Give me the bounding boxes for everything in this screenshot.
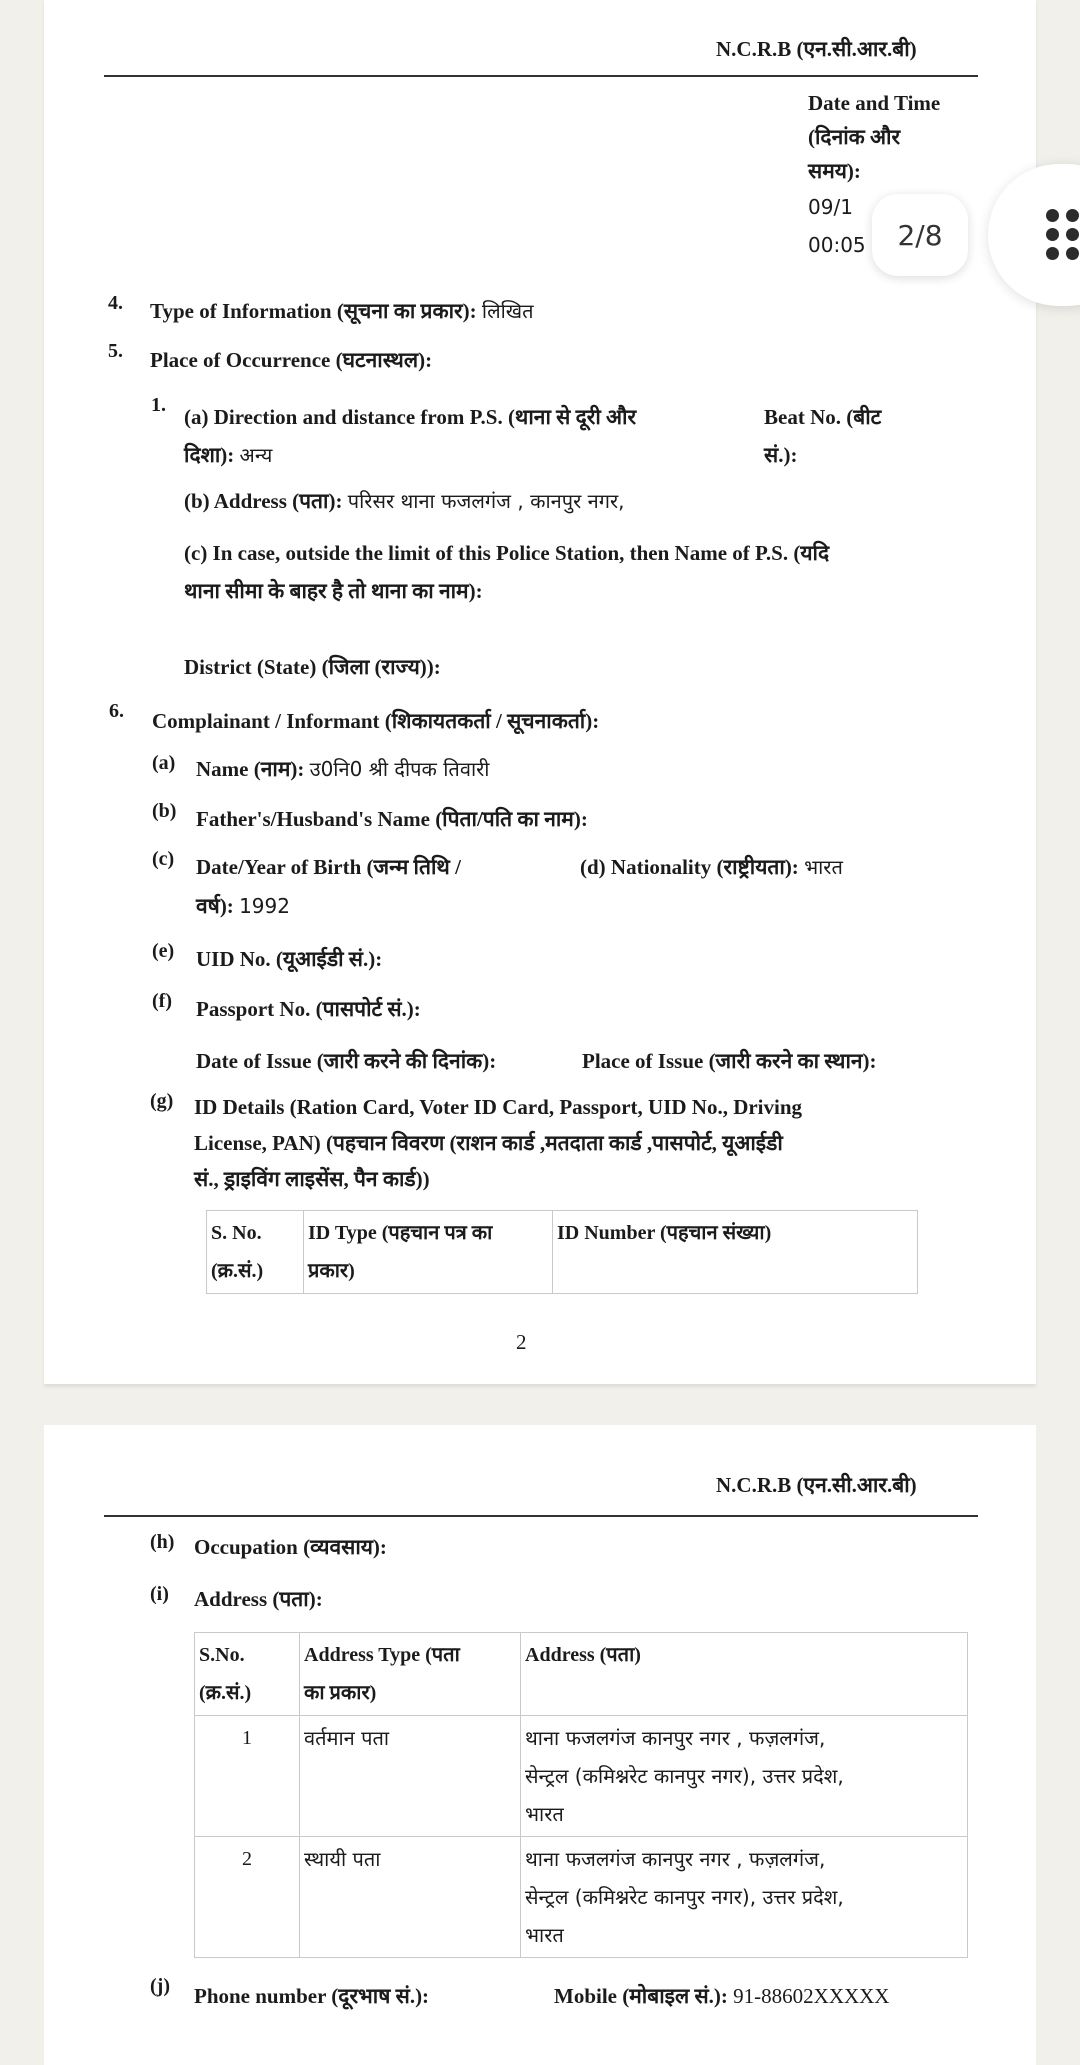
header-text: S.No.: [199, 1644, 245, 1666]
section-number: 6.: [109, 700, 124, 722]
table-header-cell: [300, 1633, 521, 1716]
time-value: 00:05: [808, 233, 866, 257]
passport-label: Passport No. (पासपोर्ट सं.):: [196, 997, 421, 1021]
direction-distance: [184, 436, 272, 474]
nationality: [580, 848, 843, 886]
mobile-value: 91-88602XXXXX: [733, 1984, 890, 2008]
name-label: Name (नाम):: [196, 757, 305, 781]
district-label: District (State) (जिला (राज्य)):: [184, 655, 441, 679]
nationality-label: (d) Nationality (राष्ट्रीयता):: [580, 855, 799, 879]
header-text: S. No.: [211, 1222, 262, 1244]
sno-cell: 1: [195, 1716, 300, 1837]
issue-date-label: Date of Issue (जारी करने की दिनांक):: [196, 1049, 497, 1073]
dob-label-cont: वर्ष):: [196, 894, 234, 918]
address-type-cell: वर्तमान पता: [300, 1716, 521, 1837]
address-cell: [521, 1716, 968, 1837]
direction-distance-label: (a) Direction and distance from P.S. (थाना से दूरी और: [184, 405, 637, 429]
id-details-label: ID Details (Ration Card, Voter ID Card, Passport, UID No., Driving: [194, 1095, 803, 1119]
header-text: Address (पता): [525, 1644, 641, 1666]
item-number: 1.: [151, 394, 166, 416]
header-rule: [104, 1515, 978, 1517]
item-tag: (c): [152, 848, 175, 870]
nationality-value: भारत: [804, 855, 843, 879]
outside-limit-label-cont: थाना सीमा के बाहर है तो थाना का नाम):: [184, 579, 483, 603]
table-header-row: [195, 1633, 968, 1716]
type-of-information-value: लिखित: [481, 299, 534, 323]
dob-label: Date/Year of Birth (जन्म तिथि /: [196, 855, 461, 879]
header-text: Address Type (पता: [304, 1644, 460, 1666]
table-header-cell: [521, 1633, 968, 1716]
document-page-3: [44, 1425, 1036, 2065]
page-indicator-text: 2/8: [897, 218, 943, 252]
mobile-label: Mobile (मोबाइल सं.):: [554, 1984, 728, 2008]
occupation-label: Occupation (व्यवसाय):: [194, 1535, 387, 1559]
item-tag: (i): [150, 1583, 169, 1605]
place-of-occurrence-label: Place of Occurrence (घटनास्थल):: [150, 348, 433, 372]
address-type-cell: स्थायी पता: [300, 1837, 521, 1958]
issue-place-label: Place of Issue (जारी करने का स्थान):: [582, 1049, 877, 1073]
direction-value: अन्य: [239, 443, 273, 467]
uid-label: UID No. (यूआईडी सं.):: [196, 947, 383, 971]
grip-dots-icon: [1046, 209, 1080, 259]
address-value: परिसर थाना फजलगंज , कानपुर नगर,: [347, 489, 625, 513]
type-of-information: [150, 292, 534, 330]
item-tag: (e): [152, 940, 175, 962]
item-tag: (b): [152, 800, 177, 822]
table-row: [195, 1716, 968, 1837]
address-line: थाना फजलगंज कानपुर नगर , फज़लगंज,: [525, 1847, 826, 1871]
direction-label-cont: दिशा):: [184, 443, 235, 467]
dob-value: 1992: [239, 894, 290, 918]
ncrb-header: N.C.R.B (एन.सी.आर.बी): [716, 1473, 917, 1497]
id-details-label-cont: License, PAN) (पहचान विवरण (राशन कार्ड ,मतदाता कार्ड ,पासपोर्ट, यूआईडी: [194, 1131, 783, 1155]
table-header-cell: [553, 1211, 918, 1294]
mobile: [554, 1977, 889, 2015]
name-value: उ0नि0 श्री दीपक तिवारी: [309, 757, 490, 781]
type-of-information-label: Type of Information (सूचना का प्रकार):: [150, 299, 477, 323]
complainant-label: Complainant / Informant (शिकायतकर्ता / सूचनाकर्ता):: [152, 709, 600, 733]
address-table: [194, 1632, 968, 1958]
address-label: (b) Address (पता):: [184, 489, 343, 513]
item-tag: (g): [150, 1090, 174, 1112]
occurrence-address: [184, 482, 625, 520]
phone-label: Phone number (दूरभाष सं.):: [194, 1984, 430, 2008]
item-tag: (j): [150, 1975, 170, 1997]
item-tag: (a): [152, 752, 176, 774]
table-header-cell: [304, 1211, 553, 1294]
address-line: थाना फजलगंज कानपुर नगर , फज़लगंज,: [525, 1726, 826, 1750]
header-text: ID Type (पहचान पत्र का: [308, 1222, 493, 1244]
date-time-label: Date and Time: [808, 91, 941, 115]
section-number: 5.: [108, 340, 123, 362]
id-details-label-cont-2: सं., ड्राइविंग लाइसेंस, पैन कार्ड)): [194, 1167, 430, 1191]
table-row: [195, 1837, 968, 1958]
dob: [196, 887, 290, 925]
father-name-label: Father's/Husband's Name (पिता/पति का नाम):: [196, 807, 588, 831]
beat-no-label: Beat No. (बीट: [764, 405, 882, 429]
table-header-row: [207, 1211, 918, 1294]
beat-no-label-cont: सं.):: [764, 443, 798, 467]
ncrb-header: N.C.R.B (एन.सी.आर.बी): [716, 37, 917, 61]
address-cell: [521, 1837, 968, 1958]
header-text: प्रकार): [308, 1260, 355, 1282]
date-time-label-hindi: (दिनांक और: [808, 125, 901, 149]
address-line: भारत: [525, 1923, 564, 1947]
address-line: सेन्ट्रल (कमिश्नरेट कानपुर नगर), उत्तर प्रदेश,: [525, 1764, 844, 1788]
header-text: (क्र.सं.): [199, 1682, 252, 1704]
address-label: Address (पता):: [194, 1587, 323, 1611]
header-text: ID Number (पहचान संख्या): [557, 1222, 772, 1244]
address-line: सेन्ट्रल (कमिश्नरेट कानपुर नगर), उत्तर प्रदेश,: [525, 1885, 844, 1909]
date-value: 09/1: [808, 195, 853, 219]
page-indicator[interactable]: [872, 194, 968, 276]
sno-cell: 2: [195, 1837, 300, 1958]
date-time-label-hindi-2: समय):: [808, 159, 861, 183]
item-tag: (f): [152, 990, 172, 1012]
table-header-cell: [207, 1211, 304, 1294]
outside-limit-label: (c) In case, outside the limit of this Police Station, then Name of P.S. (यदि: [184, 541, 830, 565]
header-text: का प्रकार): [304, 1682, 377, 1704]
table-header-cell: [195, 1633, 300, 1716]
item-tag: (h): [150, 1531, 175, 1553]
address-line: भारत: [525, 1802, 564, 1826]
header-rule: [104, 75, 978, 77]
id-details-table: [206, 1210, 918, 1294]
section-number: 4.: [108, 292, 123, 314]
header-text: (क्र.सं.): [211, 1260, 264, 1282]
page-number: 2: [516, 1330, 527, 1354]
complainant-name: [196, 750, 490, 788]
